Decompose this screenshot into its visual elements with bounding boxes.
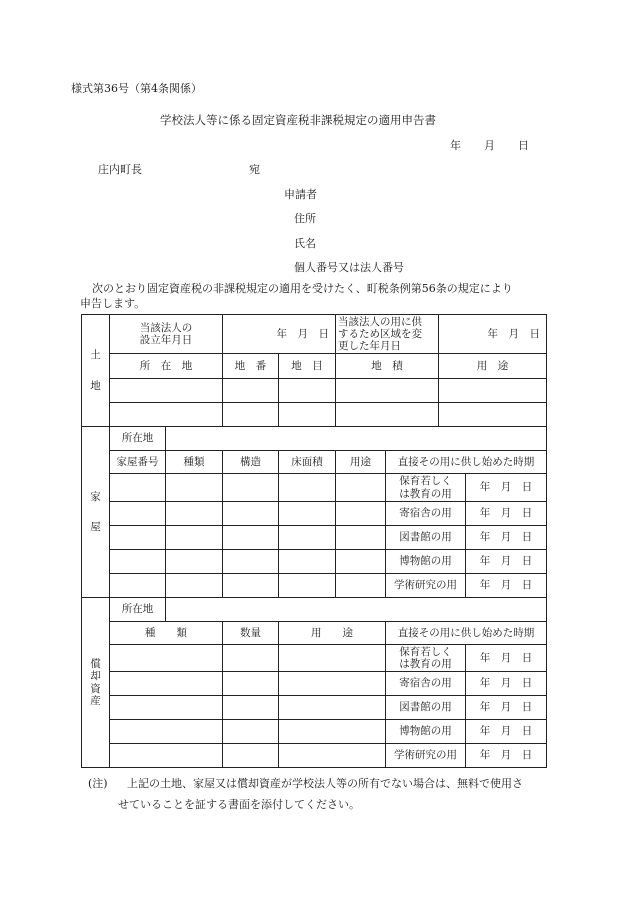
house-use-research: 学術研究の用	[386, 574, 466, 598]
house-cell[interactable]	[166, 526, 223, 550]
depreciable-location-label: 所在地	[110, 598, 166, 622]
depreciable-use-dormitory: 寄宿舎の用	[386, 672, 466, 696]
house-cell[interactable]	[166, 550, 223, 574]
house-cell[interactable]	[223, 502, 279, 526]
date-month: 月	[484, 139, 495, 152]
depreciable-cell[interactable]	[110, 696, 223, 720]
depreciable-use-research: 学術研究の用	[386, 744, 466, 768]
depreciable-cell[interactable]	[223, 744, 279, 768]
depreciable-date[interactable]: 年 月 日	[466, 720, 547, 744]
depreciable-date[interactable]: 年 月 日	[466, 645, 547, 672]
house-cell[interactable]	[279, 550, 336, 574]
depreciable-cell[interactable]	[110, 720, 223, 744]
date-year: 年	[450, 139, 461, 152]
depreciable-cell[interactable]	[223, 696, 279, 720]
house-cell[interactable]	[336, 526, 386, 550]
house-location-label: 所在地	[110, 427, 166, 451]
house-location-input[interactable]	[166, 427, 547, 451]
applicant-heading: 申請者	[284, 188, 317, 201]
depreciable-cell[interactable]	[223, 672, 279, 696]
note-line-2: せていることを証する書面を添付してください。	[118, 798, 360, 811]
land-cell[interactable]	[279, 403, 336, 427]
house-col-floor-area: 床面積	[279, 451, 336, 474]
house-cell[interactable]	[166, 574, 223, 598]
house-cell[interactable]	[110, 574, 166, 598]
intro-line-1: 次のとおり固定資産税の非課税規定の適用を受けたく、町税条例第56条の規定により	[92, 282, 513, 295]
land-cell[interactable]	[110, 379, 223, 403]
addressee-name: 庄内町長	[98, 163, 142, 176]
depreciable-cell[interactable]	[223, 720, 279, 744]
depreciable-cell[interactable]	[223, 645, 279, 672]
house-col-number: 家屋番号	[110, 451, 166, 474]
land-area-change-date[interactable]: 年 月 日	[439, 315, 547, 354]
land-cell[interactable]	[223, 403, 279, 427]
land-section-label: 土 地	[82, 315, 110, 427]
note-label: (注)	[88, 777, 108, 790]
house-date[interactable]: 年 月 日	[466, 550, 547, 574]
applicant-name-label: 氏名	[294, 237, 316, 250]
depreciable-date[interactable]: 年 月 日	[466, 672, 547, 696]
depreciable-col-use: 用 途	[279, 622, 386, 645]
house-section-label: 家 屋	[82, 427, 110, 598]
house-cell[interactable]	[336, 574, 386, 598]
land-cell[interactable]	[336, 403, 439, 427]
depreciable-cell[interactable]	[110, 672, 223, 696]
house-cell[interactable]	[166, 474, 223, 502]
house-use-education: 保育若しく は教育の用	[386, 474, 466, 502]
land-cell[interactable]	[439, 379, 547, 403]
house-cell[interactable]	[223, 474, 279, 502]
intro-line-2: 申告します。	[80, 297, 146, 310]
land-cell[interactable]	[279, 379, 336, 403]
house-cell[interactable]	[336, 474, 386, 502]
land-established-date[interactable]: 年 月 日	[223, 315, 336, 354]
house-cell[interactable]	[223, 574, 279, 598]
depreciable-date[interactable]: 年 月 日	[466, 696, 547, 720]
house-cell[interactable]	[279, 502, 336, 526]
house-cell[interactable]	[279, 574, 336, 598]
land-col-use: 用 途	[439, 354, 547, 379]
depreciable-cell[interactable]	[110, 744, 223, 768]
depreciable-use-education: 保育若しく は教育の用	[386, 645, 466, 672]
depreciable-cell[interactable]	[279, 696, 386, 720]
applicant-address-label: 住所	[294, 212, 316, 225]
house-cell[interactable]	[279, 526, 336, 550]
date-day: 日	[518, 139, 529, 152]
depreciable-cell[interactable]	[110, 645, 223, 672]
depreciable-cell[interactable]	[279, 672, 386, 696]
land-cell[interactable]	[110, 403, 223, 427]
depreciable-col-start-date: 直接その用に供し始めた時期	[386, 622, 547, 645]
depreciable-use-museum: 博物館の用	[386, 720, 466, 744]
house-col-type: 種類	[166, 451, 223, 474]
house-use-library: 図書館の用	[386, 526, 466, 550]
applicant-number-label: 個人番号又は法人番号	[294, 261, 404, 274]
house-cell[interactable]	[110, 550, 166, 574]
house-cell[interactable]	[166, 502, 223, 526]
depreciable-cell[interactable]	[279, 744, 386, 768]
land-established-label: 当該法人の 設立年月日	[110, 315, 223, 354]
addressee-suffix: 宛	[249, 163, 260, 176]
application-table	[81, 314, 547, 768]
land-col-location: 所 在 地	[110, 354, 223, 379]
land-col-lot-number: 地 番	[223, 354, 279, 379]
house-cell[interactable]	[223, 526, 279, 550]
depreciable-cell[interactable]	[279, 720, 386, 744]
house-col-use: 用途	[336, 451, 386, 474]
house-cell[interactable]	[336, 550, 386, 574]
depreciable-use-library: 図書館の用	[386, 696, 466, 720]
depreciable-col-type: 種 類	[110, 622, 223, 645]
depreciable-section-label: 償 却 資 産	[82, 598, 110, 768]
form-number: 様式第36号（第4条関係）	[71, 82, 202, 95]
land-area-change-label: 当該法人の用に供 するため区域を変 更した年月日	[336, 315, 439, 354]
page-title: 学校法人等に係る固定資産税非課税規定の適用申告書	[160, 113, 436, 127]
house-cell[interactable]	[110, 526, 166, 550]
house-date[interactable]: 年 月 日	[466, 574, 547, 598]
house-col-structure: 構造	[223, 451, 279, 474]
land-cell[interactable]	[223, 379, 279, 403]
house-date[interactable]: 年 月 日	[466, 502, 547, 526]
land-col-area: 地 積	[336, 354, 439, 379]
land-cell[interactable]	[336, 379, 439, 403]
house-use-museum: 博物館の用	[386, 550, 466, 574]
depreciable-col-quantity: 数量	[223, 622, 279, 645]
land-cell[interactable]	[439, 403, 547, 427]
house-cell[interactable]	[223, 550, 279, 574]
house-date[interactable]: 年 月 日	[466, 526, 547, 550]
land-col-land-category: 地 目	[279, 354, 336, 379]
note-line-1: 上記の土地、家屋又は償却資産が学校法人等の所有でない場合は、無料で使用さ	[127, 777, 523, 790]
house-cell[interactable]	[110, 474, 166, 502]
depreciable-location-input[interactable]	[166, 598, 547, 622]
house-cell[interactable]	[336, 502, 386, 526]
house-cell[interactable]	[110, 502, 166, 526]
house-date[interactable]: 年 月 日	[466, 474, 547, 502]
depreciable-date[interactable]: 年 月 日	[466, 744, 547, 768]
house-use-dormitory: 寄宿舎の用	[386, 502, 466, 526]
depreciable-cell[interactable]	[279, 645, 386, 672]
house-cell[interactable]	[279, 474, 336, 502]
house-col-start-date: 直接その用に供し始めた時期	[386, 451, 547, 474]
